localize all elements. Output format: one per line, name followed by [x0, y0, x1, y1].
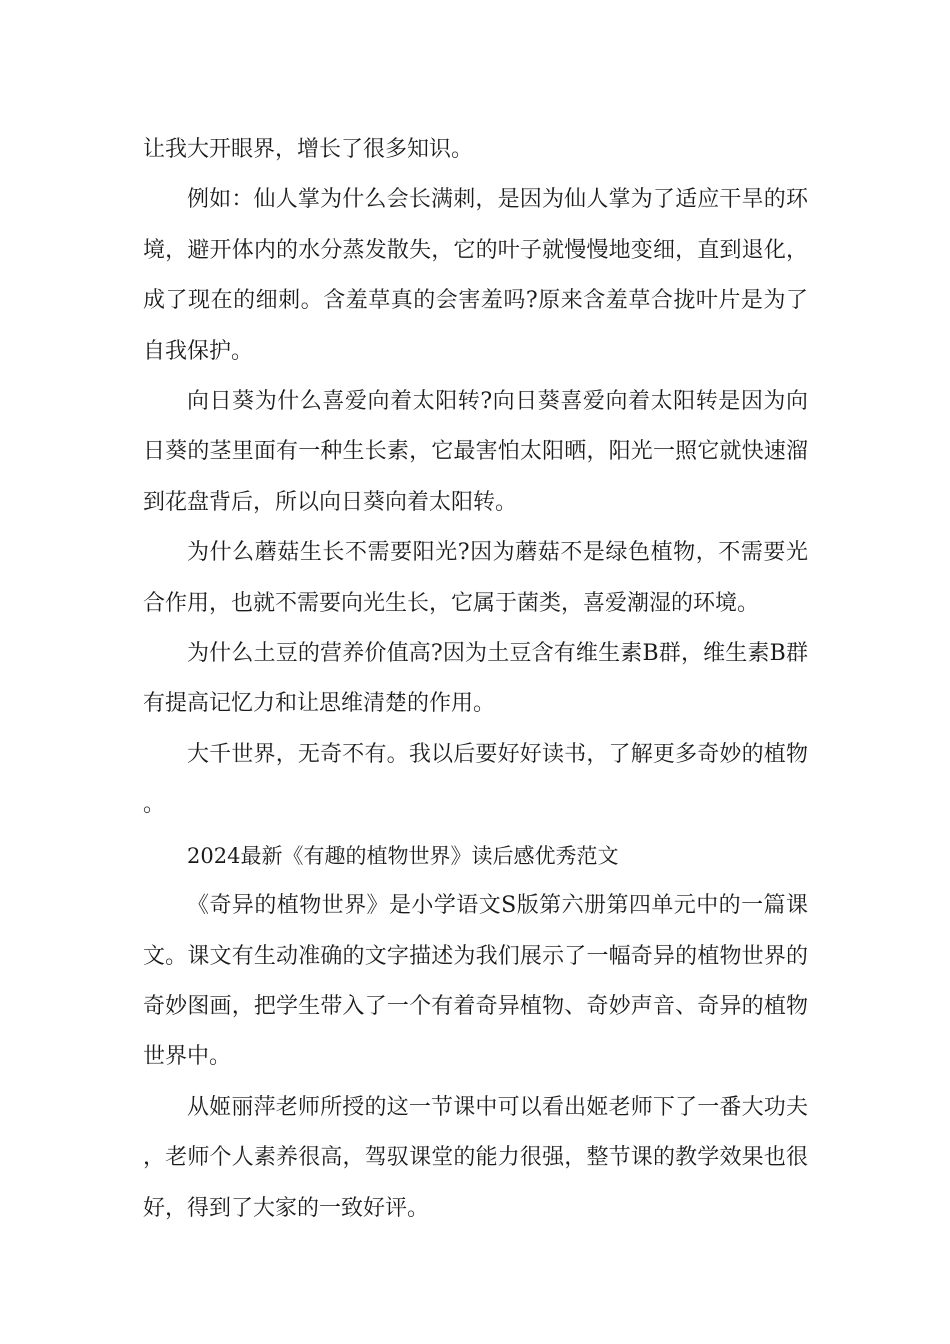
paragraph-potato: 为什么土豆的营养价值高?因为土豆含有维生素B群，维生素B群有提高记忆力和让思维清楚的作用。 [143, 641, 808, 717]
paragraph-continuation: 让我大开眼界，增长了很多知识。 [143, 137, 474, 162]
paragraph-lesson-intro: 《奇异的植物世界》是小学语文S版第六册第四单元中的一篇课文。课文有生动准确的文字描述为我们展示了一幅奇异的植物世界的奇妙图画，把学生带入了一个有着奇异植物、奇妙声音、奇异的植物世界中。 [143, 893, 808, 1070]
paragraph-conclusion: 大千世界，无奇不有。我以后要好好读书，了解更多奇妙的植物。 [143, 741, 808, 818]
paragraph-teacher-review: 从姬丽萍老师所授的这一节课中可以看出姬老师下了一番大功夫，老师个人素养很高，驾驭课堂的能力很强，整节课的教学效果也很好，得到了大家的一致好评。 [143, 1094, 808, 1221]
section-heading: 2024最新《有趣的植物世界》读后感优秀范文 [187, 843, 619, 868]
document-body [143, 125, 808, 1234]
paragraph-cactus-mimosa: 例如：仙人掌为什么会长满刺，是因为仙人掌为了适应干旱的环境，避开体内的水分蒸发散失，它的叶子就慢慢地变细，直到退化，成了现在的细刺。含羞草真的会害羞吗?原来含羞草合拢叶片是为了自我保护。 [143, 187, 808, 364]
paragraph-sunflower: 向日葵为什么喜爱向着太阳转?向日葵喜爱向着太阳转是因为向日葵的茎里面有一种生长素，它最害怕太阳晒，阳光一照它就快速溜到花盘背后，所以向日葵向着太阳转。 [143, 389, 808, 515]
paragraph-mushroom: 为什么蘑菇生长不需要阳光?因为蘑菇不是绿色植物，不需要光合作用，也就不需要向光生长，它属于菌类，喜爱潮湿的环境。 [143, 540, 808, 616]
